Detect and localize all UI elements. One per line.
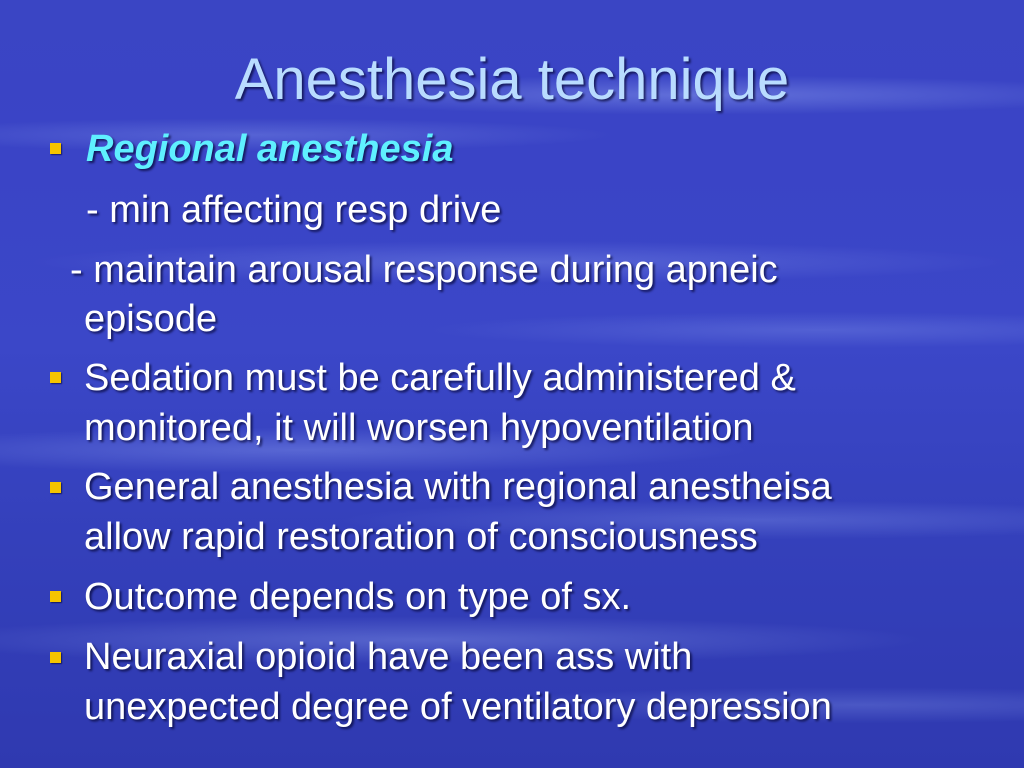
bullet-text: General anesthesia with regional anestheisa	[84, 466, 832, 508]
bullet-text: Sedation must be carefully administered &	[84, 357, 796, 399]
slide-title: Anesthesia technique	[234, 47, 790, 112]
square-bullet-icon	[50, 482, 61, 493]
bullet-text: allow rapid restoration of consciousness	[84, 516, 758, 558]
sub-bullet-text: episode	[84, 298, 218, 340]
bullet-text: unexpected degree of ventilatory depression	[84, 686, 832, 728]
square-bullet-icon	[50, 591, 61, 602]
bullet-text: Regional anesthesia	[86, 128, 454, 170]
bullet-text: Neuraxial opioid have been ass with	[84, 636, 693, 678]
square-bullet-icon	[50, 143, 61, 154]
sub-bullet-text: - maintain arousal response during apneic	[70, 249, 778, 291]
sub-bullet-text: - min affecting resp drive	[86, 189, 502, 231]
square-bullet-icon	[50, 652, 61, 663]
bullet-text: monitored, it will worsen hypoventilation	[84, 407, 754, 449]
bullet-text: Outcome depends on type of sx.	[84, 576, 632, 618]
square-bullet-icon	[50, 372, 61, 383]
